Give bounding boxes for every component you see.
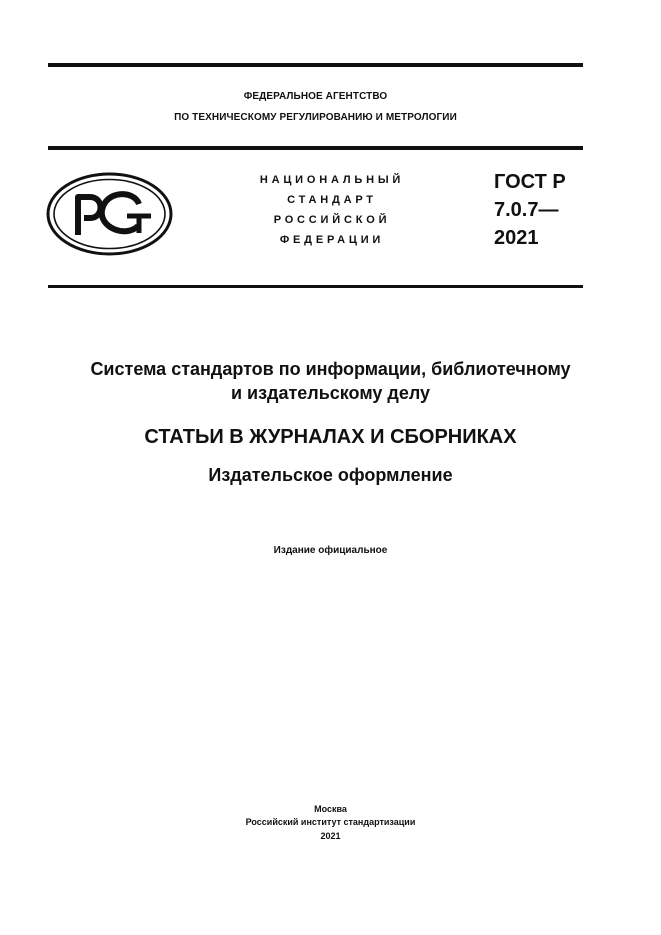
imprint-city: Москва	[314, 804, 347, 814]
standard-type-line-3: РОССИЙСКОЙ	[273, 214, 391, 226]
series-title-line-1: Система стандартов по информации, библиотечному	[90, 359, 571, 379]
header-rule	[48, 146, 583, 150]
series-title	[20, 357, 641, 405]
standard-type-line-4: ФЕДЕРАЦИИ	[279, 234, 385, 246]
header-bottom-rule	[48, 285, 583, 288]
designation-line-1: ГОСТ Р	[494, 171, 566, 193]
designation-line-2: 7.0.7—	[494, 199, 559, 221]
standard-type-line-1: НАЦИОНАЛЬНЫЙ	[259, 174, 405, 186]
top-rule	[48, 63, 583, 67]
imprint-publisher: Российский институт стандартизации	[245, 817, 416, 827]
rst-certification-mark-icon	[46, 172, 173, 256]
agency-name-line-1: ФЕДЕРАЛЬНОЕ АГЕНТСТВО	[243, 91, 388, 102]
designation-line-3: 2021	[494, 227, 539, 249]
edition-note: Издание официальное	[273, 545, 388, 556]
standard-type-line-2: СТАНДАРТ	[287, 194, 377, 206]
document-title: СТАТЬИ В ЖУРНАЛАХ И СБОРНИКАХ	[144, 426, 517, 448]
standard-designation	[494, 168, 566, 252]
document-subtitle: Издательское оформление	[208, 465, 453, 485]
series-title-line-2: и издательскому делу	[230, 383, 431, 403]
imprint-year: 2021	[320, 831, 341, 841]
agency-name-line-2: ПО ТЕХНИЧЕСКОМУ РЕГУЛИРОВАНИЮ И МЕТРОЛОГИИ	[174, 112, 457, 123]
